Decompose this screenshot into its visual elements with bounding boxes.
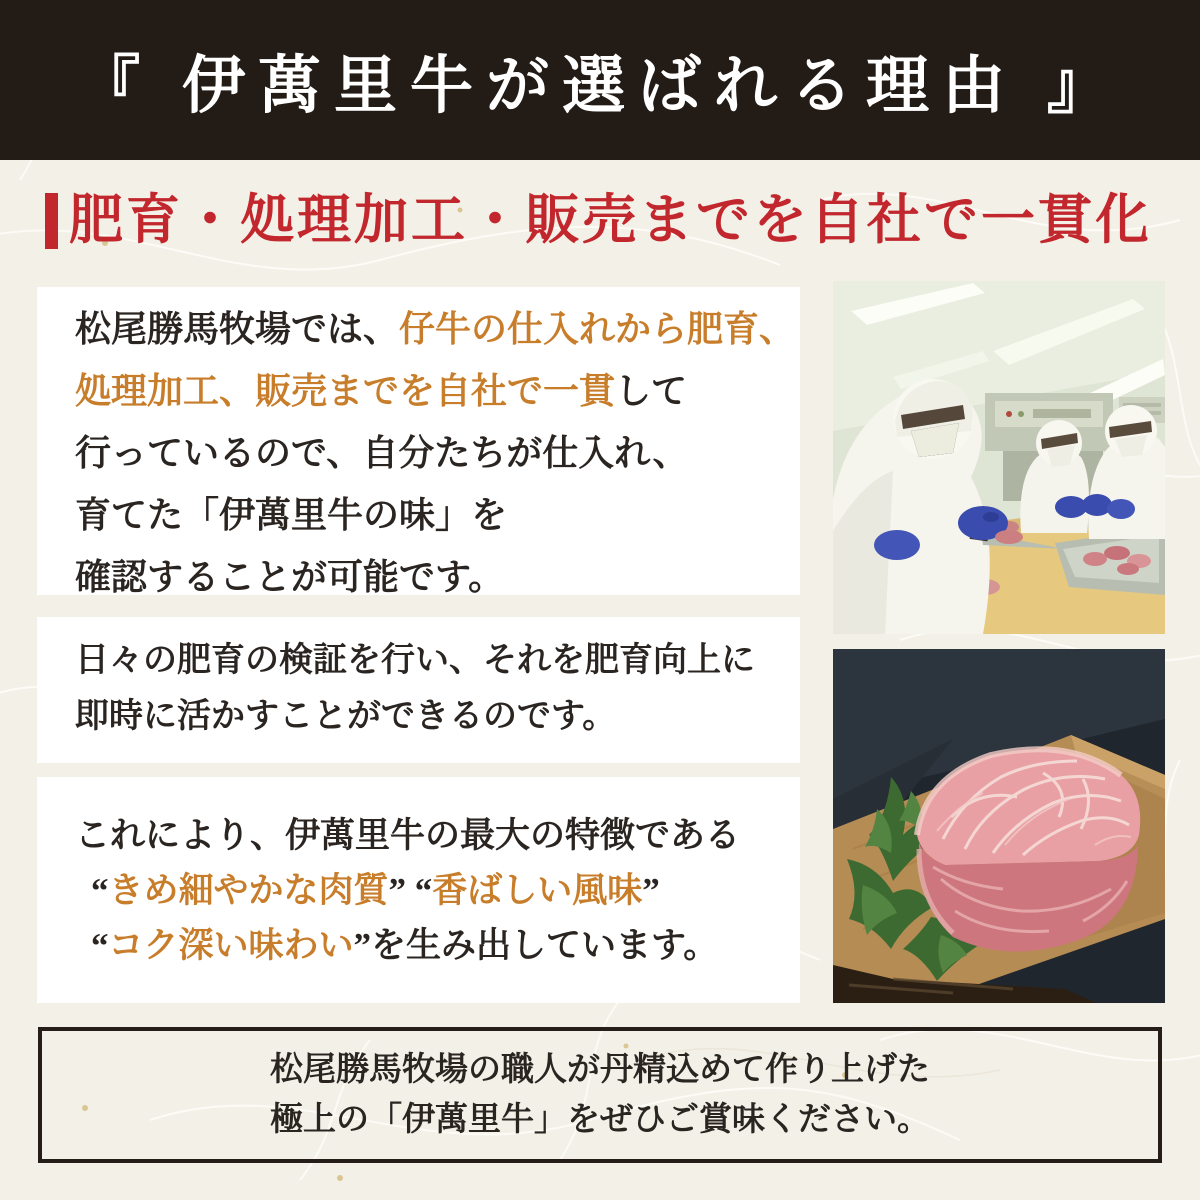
text-segment: 松尾勝馬牧場では、: [75, 309, 400, 349]
text-segment: を生み出しています。: [371, 926, 719, 965]
features-line-3: [75, 918, 790, 973]
highlighted-text-segment: 仔牛の仕入れから肥育、: [399, 309, 796, 349]
meat-processing-photo: [833, 281, 1165, 634]
verification-line-1: [75, 633, 790, 689]
beef-steak-photo: [833, 649, 1165, 1003]
section-heading-text: 肥育・処理加工・販売までを自社で一貫化: [69, 190, 1152, 250]
quote-mark: “: [91, 926, 109, 965]
text-segment: これにより、伊萬里牛の最大の特徴である: [75, 816, 741, 855]
text-segment: 行っているので、自分たちが仕入れ、: [75, 433, 689, 473]
text-segment: して: [615, 371, 688, 411]
features-card: [37, 777, 800, 1003]
text-segment: 確認することが可能です。: [75, 557, 505, 597]
features-line-2: [75, 863, 790, 918]
highlighted-text-segment: 処理加工、販売までを自社で一貫: [75, 371, 616, 411]
verification-card: [37, 617, 800, 763]
intro-line-2: [75, 360, 790, 422]
heading-accent-bar-icon: [45, 193, 58, 249]
quote-mark: ”: [642, 871, 660, 910]
verification-line-2: [75, 689, 790, 745]
text-segment: 育てた「伊萬里牛の味」を: [75, 495, 508, 535]
header-banner: [0, 0, 1200, 160]
section-heading: [45, 191, 1152, 250]
intro-line-3: [75, 422, 790, 484]
footer-line-1: 松尾勝馬牧場の職人が丹精込めて作り上げた: [270, 1052, 930, 1088]
highlighted-text-segment: 香ばしい風味: [432, 871, 643, 910]
text-segment: 即時に活かすことができるのです。: [75, 698, 617, 735]
highlighted-text-segment: きめ細やかな肉質: [108, 871, 389, 910]
highlighted-text-segment: コク深い味わい: [108, 926, 354, 965]
text-segment: 日々の肥育の検証を行い、それを肥育向上に: [75, 642, 755, 679]
features-line-1: [75, 808, 790, 863]
intro-line-4: [75, 484, 790, 546]
footer-note-box: [38, 1027, 1162, 1163]
intro-line-5: [75, 546, 790, 608]
quote-mark: ” “: [388, 871, 433, 910]
quote-mark: “: [91, 871, 109, 910]
intro-card: [37, 287, 800, 595]
footer-line-2: 極上の「伊萬里牛」をぜひご賞味ください。: [270, 1102, 930, 1138]
page-title: 『 伊萬里牛が選ばれる理由 』: [77, 50, 1123, 121]
intro-line-1: [75, 298, 796, 360]
quote-mark: ”: [353, 926, 372, 965]
